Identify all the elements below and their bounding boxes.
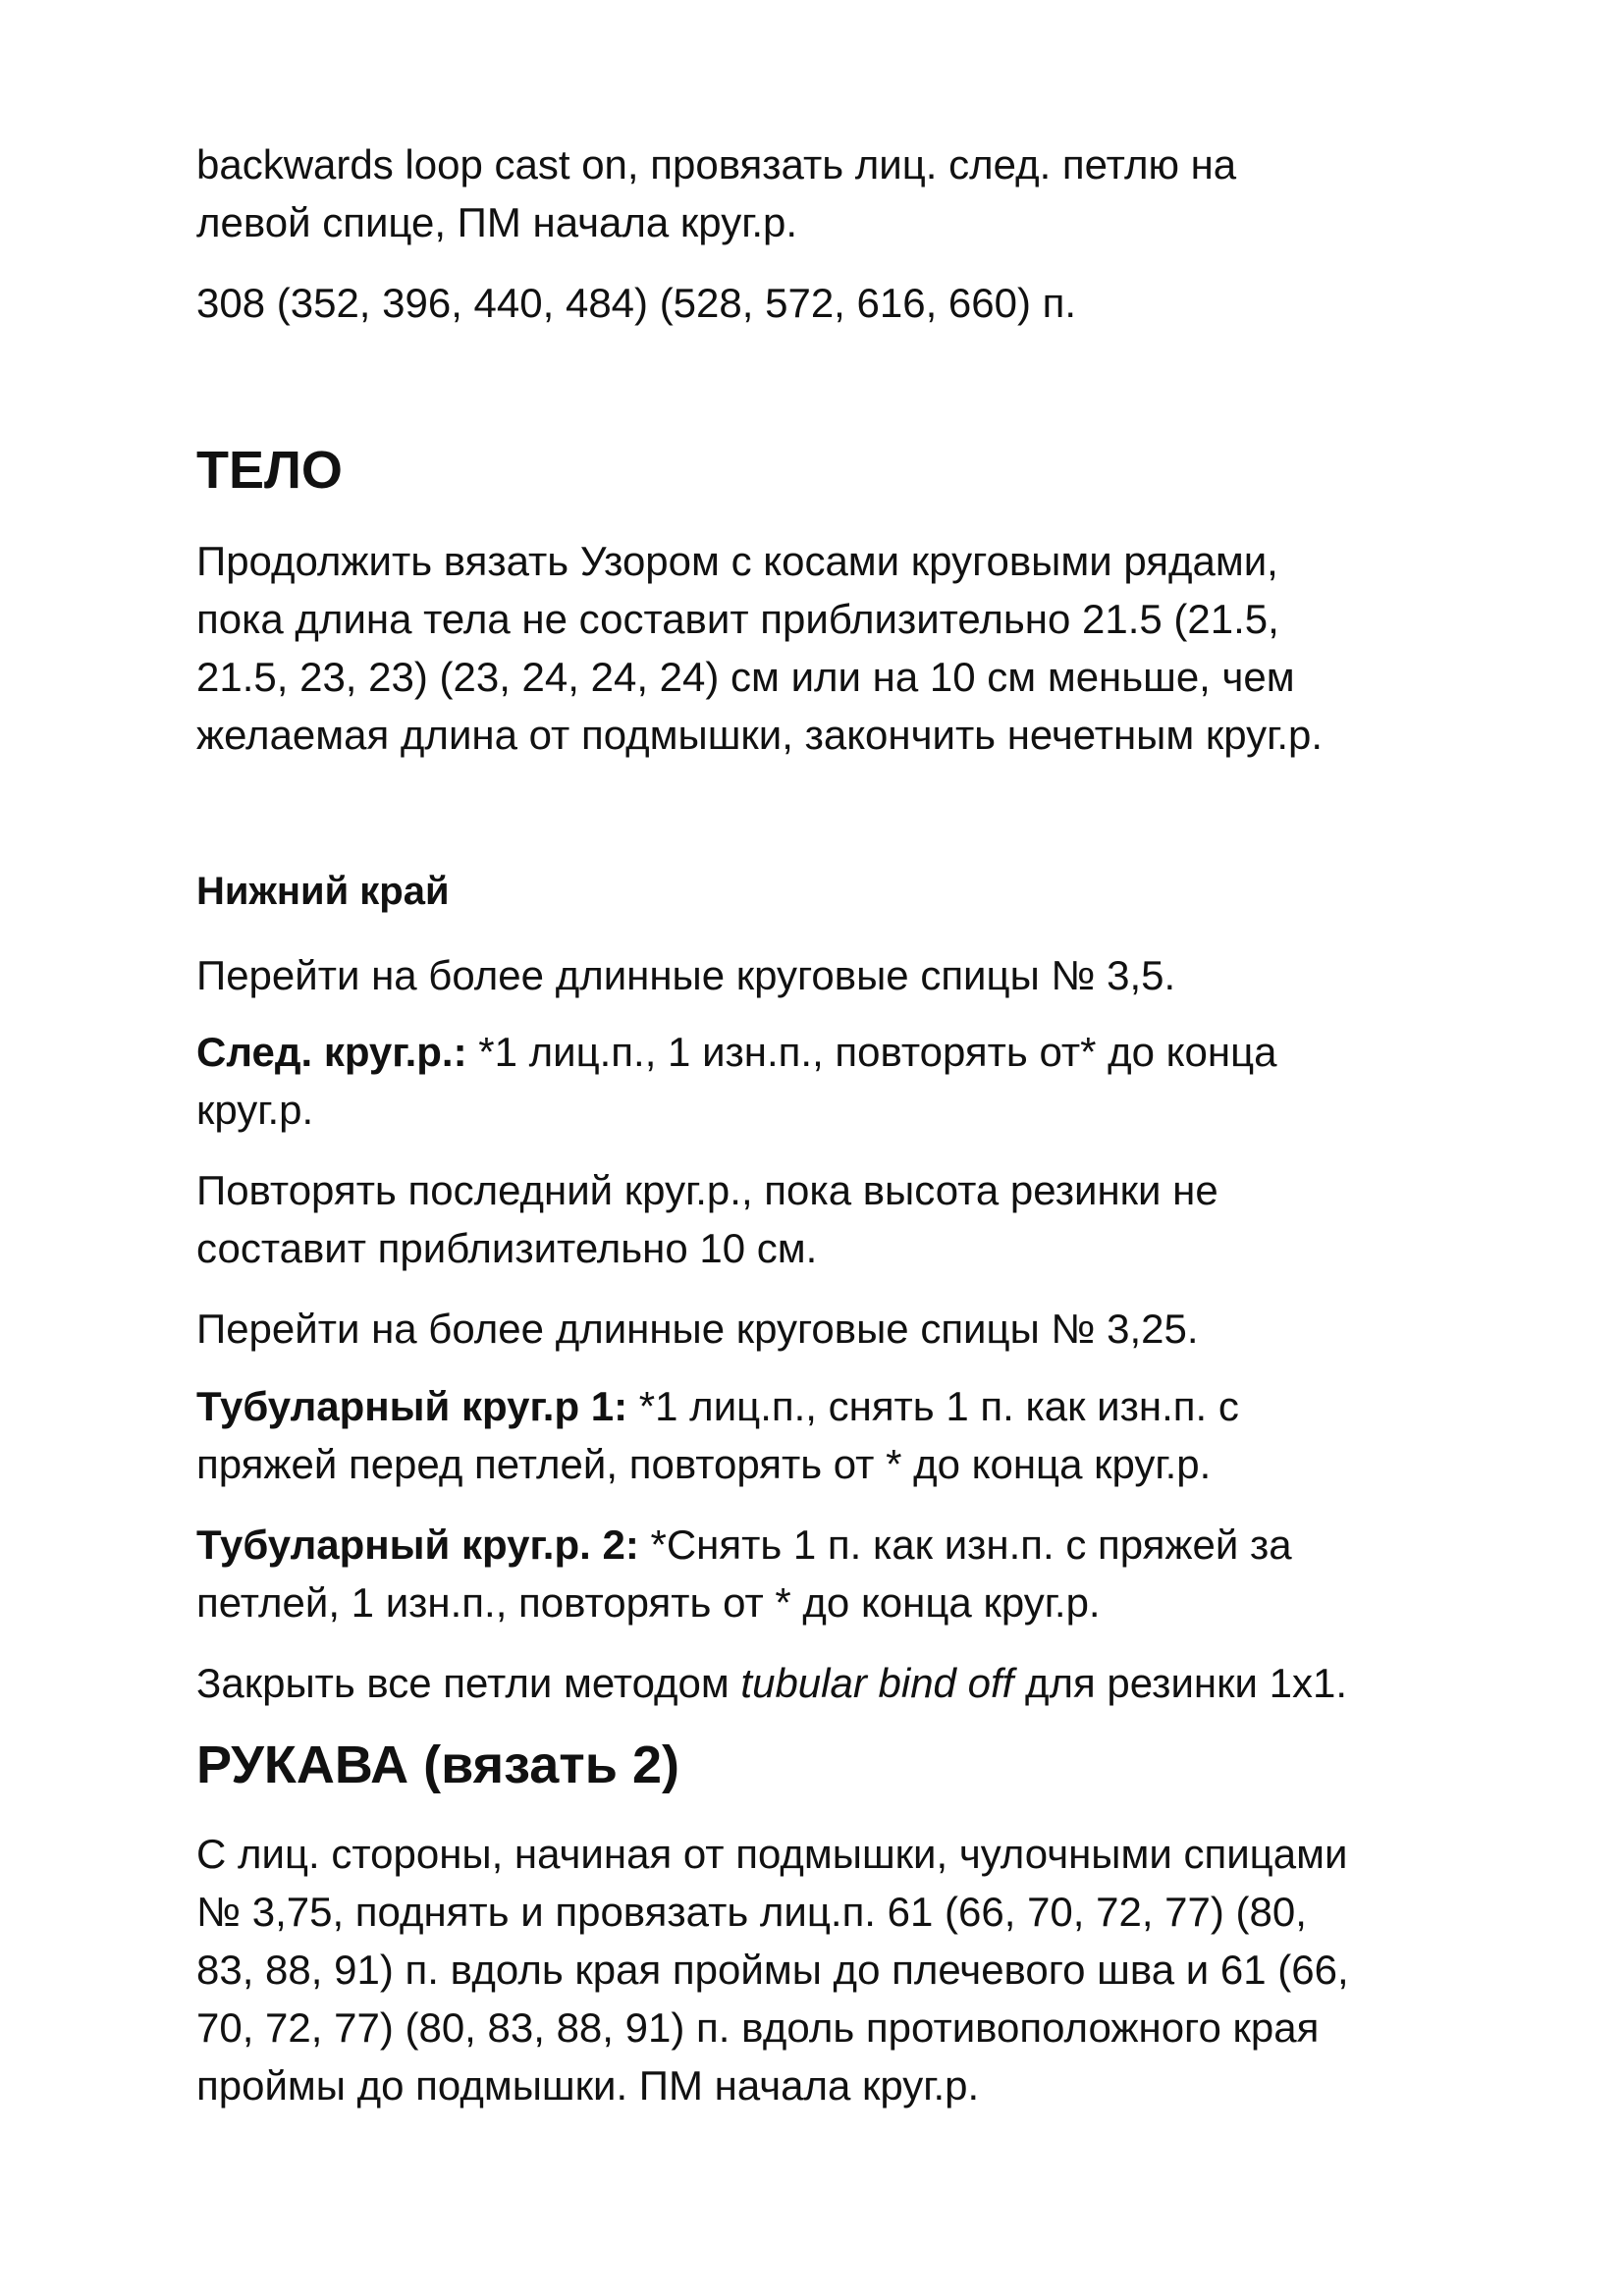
bind-off-text: Закрыть все петли методом [196, 1660, 741, 1706]
tubular-round-1 [196, 1377, 1473, 1493]
repeat-line: Повторять последний круг.р., пока высота резинки не [196, 1167, 1218, 1213]
body-line: Продолжить вязать Узором с косами круговыми рядами, [196, 538, 1278, 584]
section-heading-body: ТЕЛО [196, 441, 343, 500]
body-line: желаемая длина от подмышки, закончить нечетным круг.р. [196, 712, 1324, 758]
subheading-hem: Нижний край [196, 870, 450, 913]
switch-needles-2: Перейти на более длинные круговые спицы № 3,25. [196, 1306, 1199, 1352]
tubular-round-2 [196, 1516, 1473, 1631]
tubular-round-2-text: *Снять 1 п. как изн.п. с пряжей за [638, 1522, 1292, 1568]
repeat-instruction [196, 1161, 1473, 1277]
body-line: 21.5, 23, 23) (23, 24, 24, 24) см или на 10 см меньше, чем [196, 654, 1295, 700]
stitch-counts: 308 (352, 396, 440, 484) (528, 572, 616, 660) п. [196, 280, 1077, 326]
switch-needles-1: Перейти на более длинные круговые спицы № 3,5. [196, 952, 1176, 998]
next-round-text: круг.р. [196, 1087, 314, 1133]
bind-off-text: для резинки 1х1. [1013, 1660, 1347, 1706]
next-round-label: След. круг.р.: [196, 1029, 467, 1075]
body-line: пока длина тела не составит приблизительно 21.5 (21.5, [196, 596, 1279, 642]
sleeves-line: С лиц. стороны, начиная от подмышки, чулочными спицами [196, 1831, 1348, 1877]
bind-off-instruction [196, 1654, 1473, 1712]
tubular-round-1-text: пряжей перед петлей, повторять от * до конца круг.р. [196, 1441, 1212, 1487]
intro-line: левой спице, ПМ начала круг.р. [196, 199, 798, 245]
section-heading-sleeves: РУКАВА (вязать 2) [196, 1735, 679, 1794]
body-paragraph [196, 532, 1473, 764]
tubular-round-1-text: *1 лиц.п., снять 1 п. как изн.п. с [627, 1383, 1239, 1429]
bind-off-method: tubular bind off [740, 1660, 1014, 1706]
intro-paragraph [196, 135, 1473, 251]
sleeves-paragraph [196, 1825, 1473, 2114]
sleeves-line: № 3,75, поднять и провязать лиц.п. 61 (66, 70, 72, 77) (80, [196, 1889, 1307, 1935]
tubular-round-2-label: Тубуларный круг.р. 2: [196, 1522, 639, 1568]
next-round-text: *1 лиц.п., 1 изн.п., повторять от* до конца [466, 1029, 1277, 1075]
tubular-round-2-text: петлей, 1 изн.п., повторять от * до конца круг.р. [196, 1579, 1101, 1626]
repeat-line: составит приблизительно 10 см. [196, 1225, 818, 1271]
sleeves-line: 83, 88, 91) п. вдоль края проймы до плечевого шва и 61 (66, [196, 1947, 1349, 1993]
tubular-round-1-label: Тубуларный круг.р 1: [196, 1383, 628, 1429]
sleeves-line: проймы до подмышки. ПМ начала круг.р. [196, 2062, 980, 2109]
sleeves-line: 70, 72, 77) (80, 83, 88, 91) п. вдоль противоположного края [196, 2004, 1320, 2051]
intro-line: backwards loop cast on, провязать лиц. след. петлю на [196, 141, 1237, 187]
next-round-instruction [196, 1023, 1473, 1139]
